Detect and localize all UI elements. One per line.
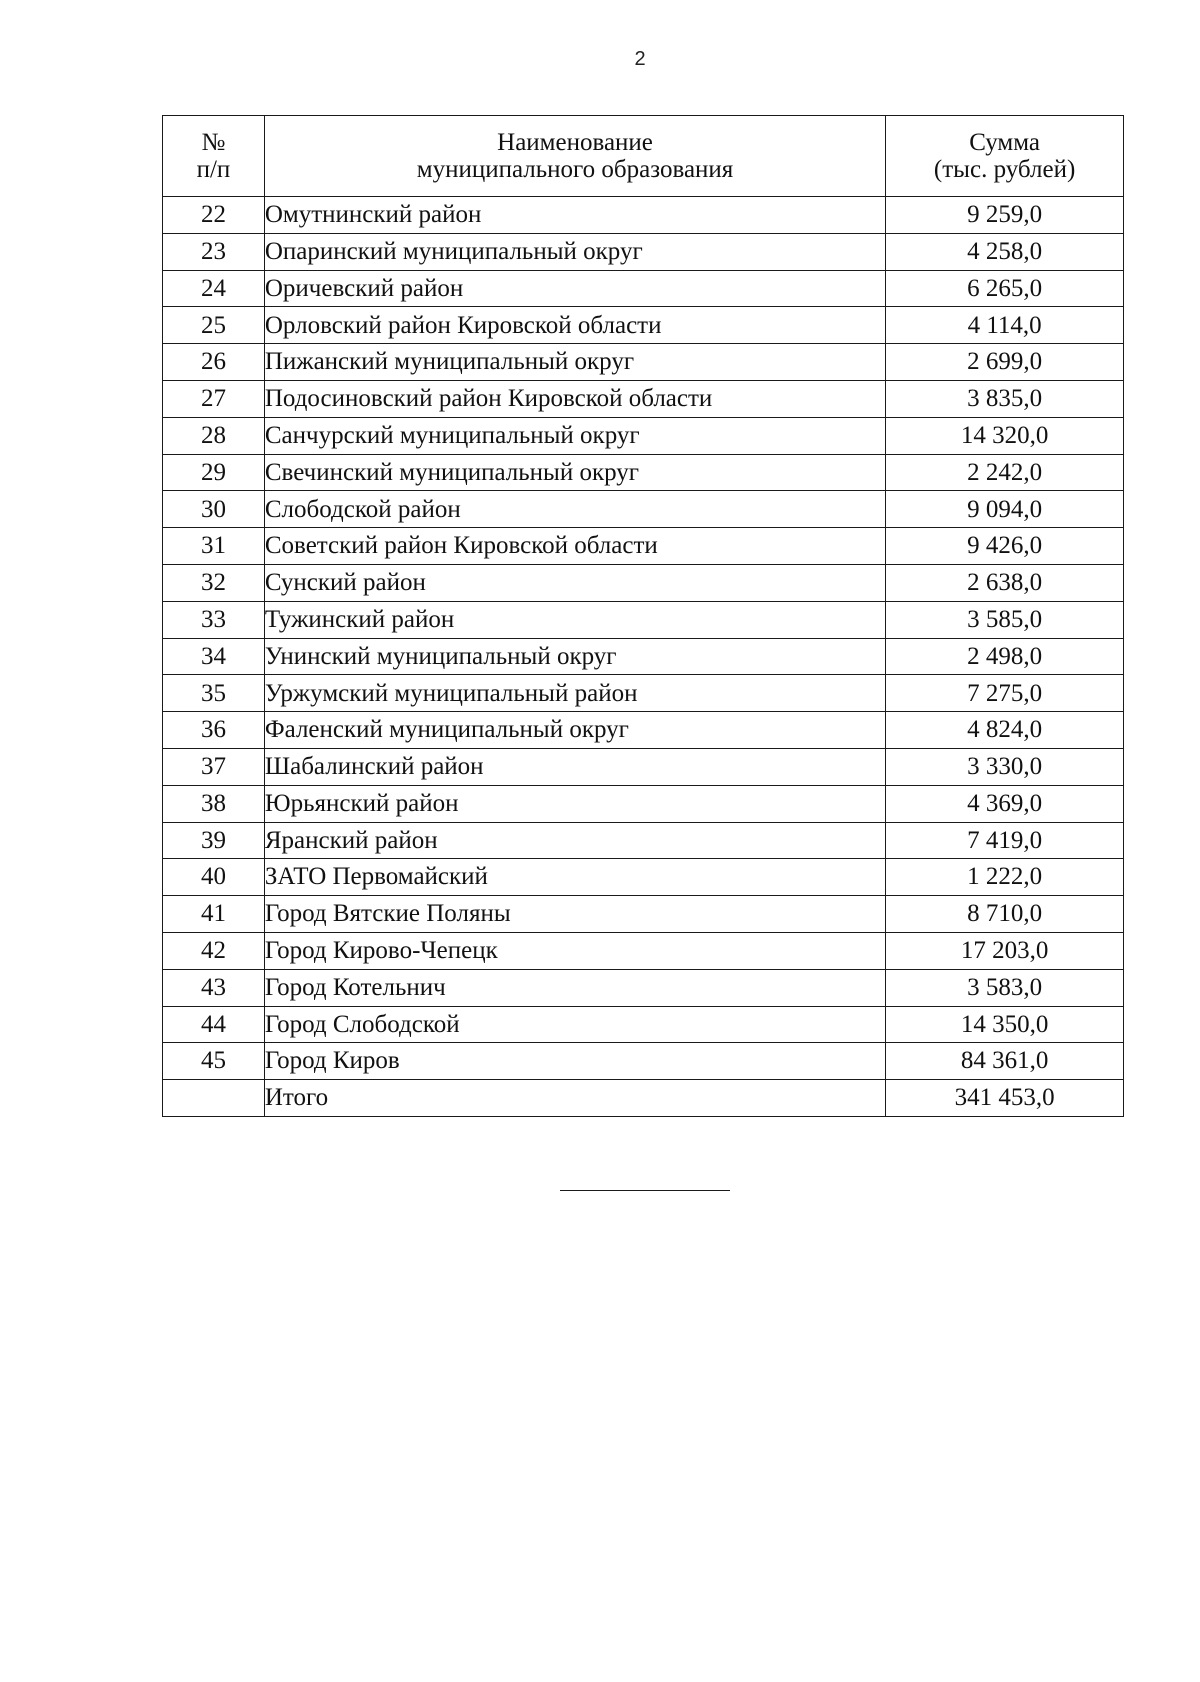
amount: 4 824,0 bbox=[886, 712, 1124, 749]
municipality-name: Город Кирово-Чепецк bbox=[264, 932, 885, 969]
municipality-name: Орловский район Кировской области bbox=[264, 307, 885, 344]
table-row bbox=[163, 1006, 1124, 1043]
municipality-name: ЗАТО Первомайский bbox=[264, 859, 885, 896]
municipality-name: Опаринский муниципальный округ bbox=[264, 233, 885, 270]
amount: 9 426,0 bbox=[886, 528, 1124, 565]
municipality-name: Санчурский муниципальный округ bbox=[264, 417, 885, 454]
municipality-name: Тужинский район bbox=[264, 601, 885, 638]
municipality-name: Уржумский муниципальный район bbox=[264, 675, 885, 712]
amount: 3 585,0 bbox=[886, 601, 1124, 638]
amount: 17 203,0 bbox=[886, 932, 1124, 969]
amount: 84 361,0 bbox=[886, 1043, 1124, 1080]
row-number: 24 bbox=[163, 270, 265, 307]
row-number: 26 bbox=[163, 344, 265, 381]
municipality-name: Город Слободской bbox=[264, 1006, 885, 1043]
row-number: 40 bbox=[163, 859, 265, 896]
row-number: 28 bbox=[163, 417, 265, 454]
municipal-sum-table bbox=[162, 115, 1124, 1117]
row-number: 31 bbox=[163, 528, 265, 565]
row-number: 35 bbox=[163, 675, 265, 712]
table-row bbox=[163, 197, 1124, 234]
row-number: 30 bbox=[163, 491, 265, 528]
row-number: 44 bbox=[163, 1006, 265, 1043]
municipality-name: Омутнинский район bbox=[264, 197, 885, 234]
row-number: 42 bbox=[163, 932, 265, 969]
table-row bbox=[163, 564, 1124, 601]
table-row bbox=[163, 638, 1124, 675]
table-row bbox=[163, 785, 1124, 822]
row-number: 23 bbox=[163, 233, 265, 270]
end-divider-line bbox=[560, 1190, 730, 1191]
table-body bbox=[163, 197, 1124, 1117]
municipality-name: Слободской район bbox=[264, 491, 885, 528]
table-row bbox=[163, 270, 1124, 307]
municipality-name: Подосиновский район Кировской области bbox=[264, 380, 885, 417]
amount: 6 265,0 bbox=[886, 270, 1124, 307]
row-number: 37 bbox=[163, 748, 265, 785]
row-number: 29 bbox=[163, 454, 265, 491]
municipality-name: Унинский муниципальный округ bbox=[264, 638, 885, 675]
municipality-name: Яранский район bbox=[264, 822, 885, 859]
amount: 2 498,0 bbox=[886, 638, 1124, 675]
table-row bbox=[163, 307, 1124, 344]
row-number: 41 bbox=[163, 896, 265, 933]
amount: 14 350,0 bbox=[886, 1006, 1124, 1043]
municipality-name: Город Котельнич bbox=[264, 969, 885, 1006]
header-num: № п/п bbox=[163, 116, 265, 197]
row-number: 32 bbox=[163, 564, 265, 601]
header-sum: Сумма (тыс. рублей) bbox=[886, 116, 1124, 197]
total-row bbox=[163, 1080, 1124, 1117]
amount: 3 330,0 bbox=[886, 748, 1124, 785]
table-row bbox=[163, 675, 1124, 712]
table-header bbox=[163, 116, 1124, 197]
amount: 2 638,0 bbox=[886, 564, 1124, 601]
amount: 4 114,0 bbox=[886, 307, 1124, 344]
table-row bbox=[163, 491, 1124, 528]
row-number: 39 bbox=[163, 822, 265, 859]
municipality-name: Город Киров bbox=[264, 1043, 885, 1080]
table-row bbox=[163, 344, 1124, 381]
municipality-name: Советский район Кировской области bbox=[264, 528, 885, 565]
municipality-name: Город Вятские Поляны bbox=[264, 896, 885, 933]
municipality-name: Сунский район bbox=[264, 564, 885, 601]
municipality-name: Итого bbox=[264, 1080, 885, 1117]
table-row bbox=[163, 932, 1124, 969]
row-number: 25 bbox=[163, 307, 265, 344]
table-row bbox=[163, 528, 1124, 565]
row-number: 43 bbox=[163, 969, 265, 1006]
amount: 2 699,0 bbox=[886, 344, 1124, 381]
amount: 3 835,0 bbox=[886, 380, 1124, 417]
municipality-name: Оричевский район bbox=[264, 270, 885, 307]
row-number: 34 bbox=[163, 638, 265, 675]
amount: 4 369,0 bbox=[886, 785, 1124, 822]
table-row bbox=[163, 1043, 1124, 1080]
amount: 9 094,0 bbox=[886, 491, 1124, 528]
amount: 9 259,0 bbox=[886, 197, 1124, 234]
row-number: 38 bbox=[163, 785, 265, 822]
municipality-name: Юрьянский район bbox=[264, 785, 885, 822]
amount: 341 453,0 bbox=[886, 1080, 1124, 1117]
municipality-name: Свечинский муниципальный округ bbox=[264, 454, 885, 491]
table-row bbox=[163, 712, 1124, 749]
table-row bbox=[163, 896, 1124, 933]
amount: 7 275,0 bbox=[886, 675, 1124, 712]
table-row bbox=[163, 233, 1124, 270]
municipality-name: Пижанский муниципальный округ bbox=[264, 344, 885, 381]
amount: 2 242,0 bbox=[886, 454, 1124, 491]
amount: 7 419,0 bbox=[886, 822, 1124, 859]
table-row bbox=[163, 748, 1124, 785]
amount: 14 320,0 bbox=[886, 417, 1124, 454]
row-number: 27 bbox=[163, 380, 265, 417]
row-number: 36 bbox=[163, 712, 265, 749]
table-row bbox=[163, 822, 1124, 859]
table-row bbox=[163, 417, 1124, 454]
table-row bbox=[163, 601, 1124, 638]
municipality-name: Фаленский муниципальный округ bbox=[264, 712, 885, 749]
row-number: 33 bbox=[163, 601, 265, 638]
amount: 1 222,0 bbox=[886, 859, 1124, 896]
header-name: Наименование муниципального образования bbox=[264, 116, 885, 197]
table-row bbox=[163, 969, 1124, 1006]
amount: 4 258,0 bbox=[886, 233, 1124, 270]
row-number: 45 bbox=[163, 1043, 265, 1080]
amount: 3 583,0 bbox=[886, 969, 1124, 1006]
table-row bbox=[163, 380, 1124, 417]
row-number bbox=[163, 1080, 265, 1117]
municipality-name: Шабалинский район bbox=[264, 748, 885, 785]
table-row bbox=[163, 859, 1124, 896]
page-number: 2 bbox=[634, 48, 646, 70]
amount: 8 710,0 bbox=[886, 896, 1124, 933]
table-row bbox=[163, 454, 1124, 491]
row-number: 22 bbox=[163, 197, 265, 234]
